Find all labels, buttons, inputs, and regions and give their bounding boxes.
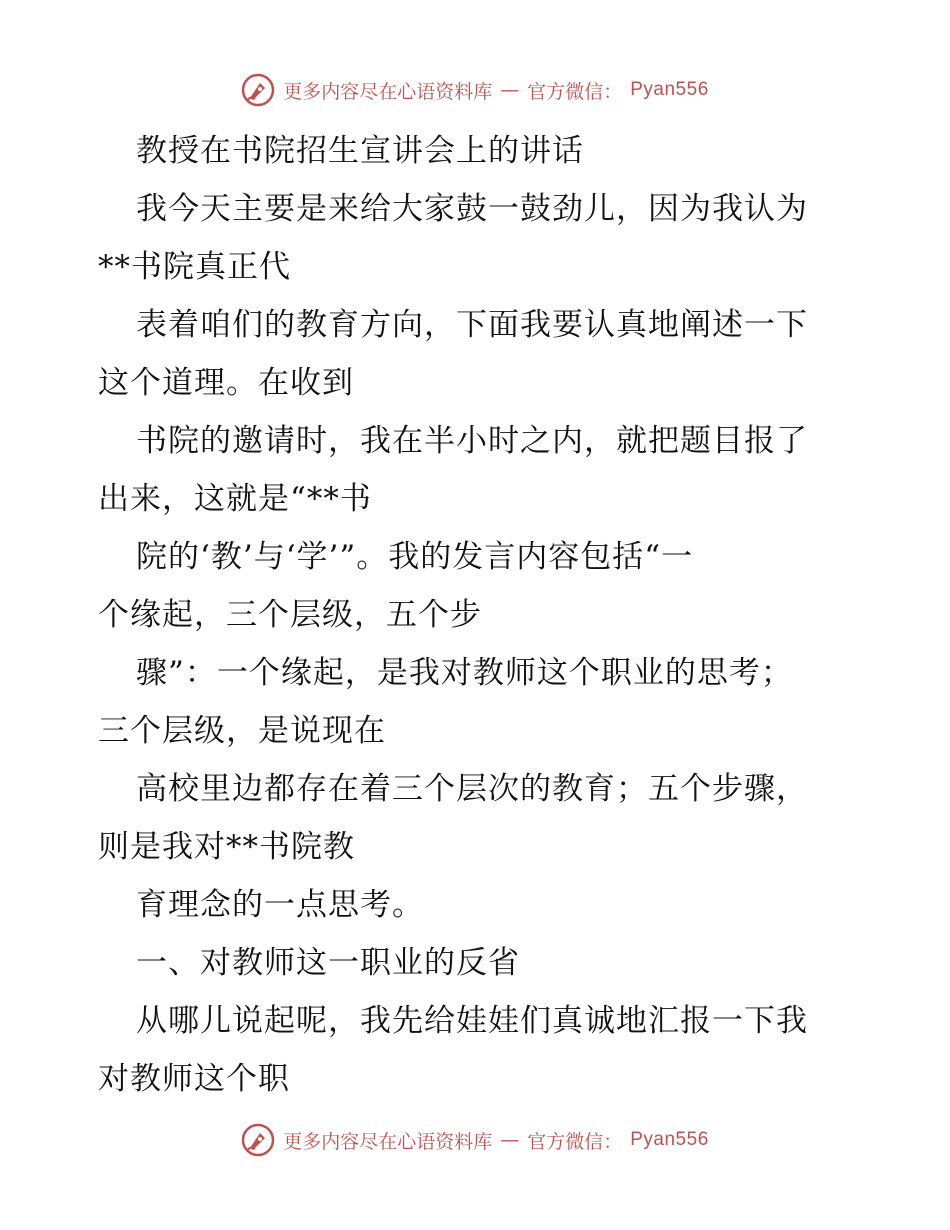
section-heading: 一、对教师这一职业的反省 [136,945,520,981]
text-line: 高校里边都存在着三个层次的教育；五个步骤， [136,771,808,807]
watermark-text: 更多内容尽在心语资料库 [283,1130,493,1153]
pen-nib-logo-icon [241,73,275,107]
text-line: 表着咱们的教育方向，下面我要认真地阐述一下 [136,307,808,343]
text-line: 对教师这个职 [98,1061,290,1097]
watermark-wechat-id: Pyan556 [630,1129,709,1150]
text-line: 骤”：一个缘起，是我对教师这个职业的思考； [136,655,793,691]
text-line: 则是我对**书院教 [98,829,355,865]
watermark-wechat-label: 官方微信： [527,80,623,103]
document-title: 教授在书院招生宣讲会上的讲话 [136,133,584,169]
document-body [98,122,858,1108]
text-line: 院的‘教’与‘学’”。我的发言内容包括“一 [136,539,694,575]
text-line: 从哪儿说起呢，我先给娃娃们真诚地汇报一下我 [136,1003,808,1039]
text-line: 三个层级，是说现在 [98,713,386,749]
text-line: 我今天主要是来给大家鼓一鼓劲儿，因为我认为 [136,191,808,227]
text-line: 个缘起，三个层级，五个步 [98,597,482,633]
text-line: 这个道理。在收到 [98,365,354,401]
watermark-wechat-id: Pyan556 [630,79,709,100]
text-line: **书院真正代 [98,249,291,285]
watermark-wechat-label: 官方微信： [527,1130,623,1153]
text-line: 出来，这就是“**书 [98,481,372,517]
pen-nib-logo-icon [241,1123,275,1157]
watermark-separator: — [500,79,520,101]
watermark-header [0,70,950,110]
text-line: 育理念的一点思考。 [136,887,424,923]
text-line: 书院的邀请时，我在半小时之内，就把题目报了 [136,423,808,459]
watermark-text: 更多内容尽在心语资料库 [283,80,493,103]
watermark-separator: — [500,1129,520,1151]
watermark-footer [0,1120,950,1160]
